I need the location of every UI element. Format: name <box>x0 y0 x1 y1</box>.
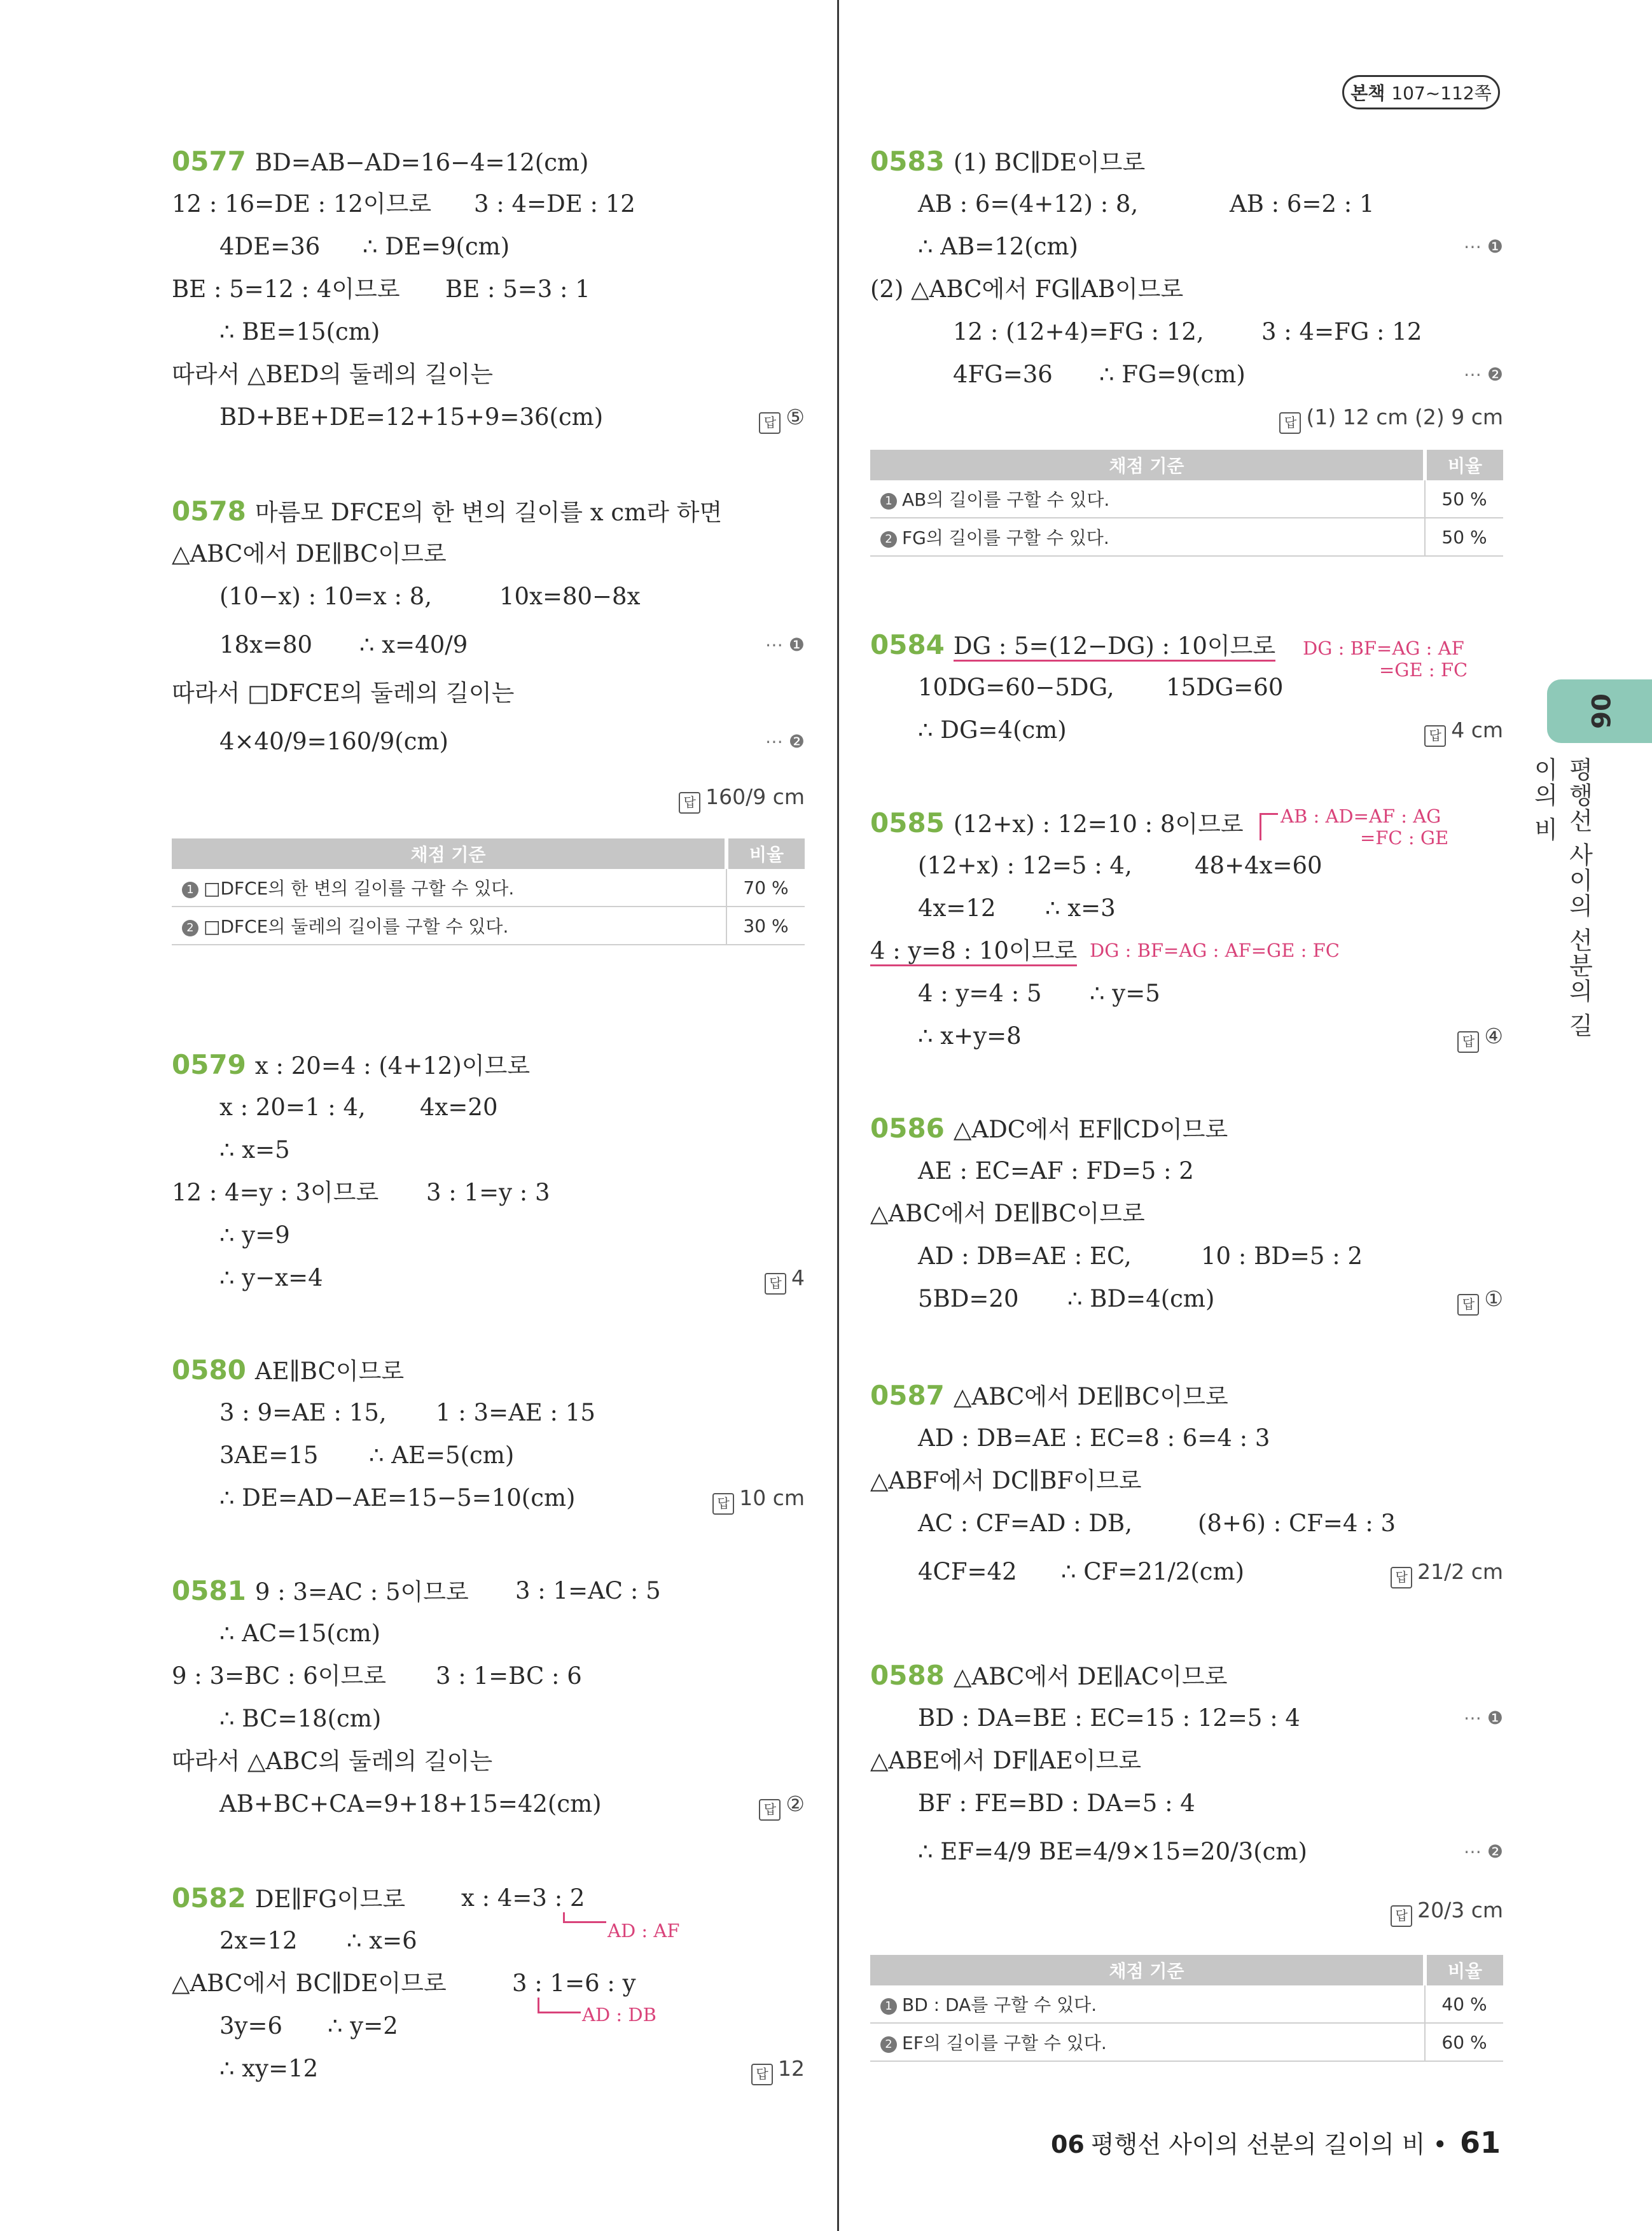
page-range: 107~112쪽 <box>1391 83 1492 104</box>
solution-line: 3 : 1=y : 3 <box>426 1179 550 1206</box>
problem-number: 0584 <box>870 629 945 660</box>
ratio-annotation: DG : BF=AG : AF=GE : FC <box>1090 940 1340 961</box>
scoring-rubric <box>870 1955 1503 2062</box>
solution-line: 3AE=15 <box>219 1442 319 1469</box>
scoring-rubric <box>870 450 1503 557</box>
solution-line: (12+x) : 12=5 : 4, <box>918 852 1132 879</box>
problem-0581 <box>172 1569 805 1825</box>
problem-number: 0579 <box>172 1049 246 1080</box>
rubric-ratio: 30 % <box>726 907 805 945</box>
solution-line: 4CF=42 <box>918 1558 1017 1585</box>
solution-line: ∴ BD=4(cm) <box>1067 1285 1215 1312</box>
rubric-ratio: 50 % <box>1425 480 1503 518</box>
solution-line: 12 : 4=y : 3이므로 <box>172 1179 379 1206</box>
step-marker: ⋯ ❶ <box>765 634 805 655</box>
solution-line: AD : DB=AE : EC=8 : 6=4 : 3 <box>918 1424 1270 1452</box>
solution-line: 따라서 △ABC의 둘레의 길이는 <box>172 1748 493 1775</box>
solution-line: x : 20=4 : (4+12)이므로 <box>254 1052 531 1080</box>
problem-0578 <box>172 490 805 945</box>
rubric-ratio-header: 비율 <box>1425 450 1503 480</box>
step-1-icon: 1 <box>880 493 897 510</box>
solution-line: ∴ AB=12(cm) <box>918 233 1078 260</box>
problem-number: 0578 <box>172 496 246 527</box>
problem-number: 0577 <box>172 146 246 177</box>
solution-line: ∴ x=6 <box>347 1927 417 1954</box>
answer-icon: 답 <box>1424 725 1446 747</box>
answer-icon: 답 <box>679 792 700 814</box>
answer-mark <box>765 1256 805 1299</box>
solution-line: 따라서 □DFCE의 둘레의 길이는 <box>172 679 515 707</box>
rubric-text: AB의 길이를 구할 수 있다. <box>902 489 1110 510</box>
problem-number: 0583 <box>870 146 945 177</box>
rubric-text: □DFCE의 한 변의 길이를 구할 수 있다. <box>204 878 515 899</box>
rubric-text: □DFCE의 둘레의 길이를 구할 수 있다. <box>204 916 509 937</box>
answer-icon: 답 <box>712 1493 734 1515</box>
answer-icon: 답 <box>1457 1294 1479 1316</box>
answer-value: (1) 12 cm (2) 9 cm <box>1306 405 1503 429</box>
problem-number: 0586 <box>870 1113 945 1144</box>
book-label: 본책 <box>1350 83 1385 104</box>
solution-line: △ADC에서 EF∥CD이므로 <box>953 1116 1228 1143</box>
solution-line: AC : CF=AD : DB, <box>918 1510 1132 1537</box>
answer-mark <box>759 1783 805 1825</box>
answer-mark <box>1279 396 1503 438</box>
solution-line: (1) BC∥DE이므로 <box>953 149 1146 176</box>
step-marker: ⋯ ❶ <box>1463 1707 1503 1728</box>
rubric-ratio-header: 비율 <box>1425 1955 1503 1985</box>
problem-0588 <box>870 1654 1503 2062</box>
column-divider <box>837 0 839 2231</box>
solution-line: BF : FE=BD : DA=5 : 4 <box>918 1790 1195 1817</box>
answer-icon: 답 <box>1457 1031 1479 1053</box>
answer-mark <box>1391 1545 1503 1599</box>
answer-mark <box>679 768 805 826</box>
solution-line: AD : DB=AE : EC, <box>918 1242 1132 1270</box>
solution-line: ∴ AE=5(cm) <box>369 1442 515 1469</box>
problem-0583 <box>870 140 1503 557</box>
rubric-text: EF의 길이를 구할 수 있다. <box>902 2033 1107 2054</box>
solution-line: ∴ DG=4(cm) <box>918 716 1067 744</box>
chapter-side-title: 평행선 사이의 선분의 길이의 비 <box>1530 757 1593 1039</box>
answer-mark <box>751 2047 805 2090</box>
solution-line: 3 : 1=AC : 5 <box>515 1577 661 1604</box>
solution-line: ∴ CF=21/2(cm) <box>1061 1558 1245 1585</box>
problem-0577 <box>172 140 805 438</box>
answer-mark <box>1457 1015 1503 1057</box>
solution-line: 4 : y=4 : 5 <box>918 980 1042 1007</box>
rubric-row <box>870 2023 1503 2061</box>
solution-line: BD=AB−AD=16−4=12(cm) <box>254 149 589 176</box>
solution-line: △ABC에서 DE∥BC이므로 <box>172 540 447 567</box>
solution-line: 마름모 DFCE의 한 변의 길이를 x cm라 하면 <box>254 499 723 526</box>
solution-line: ∴ BC=18(cm) <box>219 1705 382 1732</box>
page-footer: 06 평행선 사이의 선분의 길이의 비 • 61 <box>1050 2125 1501 2160</box>
problem-number: 0582 <box>172 1882 246 1914</box>
rubric-text: BD : DA를 구할 수 있다. <box>902 1994 1097 2015</box>
answer-value: 10 cm <box>739 1485 805 1510</box>
answer-value: 4 <box>791 1265 805 1290</box>
ratio-annotation: AD : DB <box>582 2004 656 2026</box>
solution-line: 18x=80 <box>219 631 313 658</box>
problem-0585 <box>870 802 1503 1057</box>
solution-line: ∴ y=9 <box>219 1221 290 1249</box>
rubric-row <box>172 869 805 907</box>
solution-line: (8+6) : CF=4 : 3 <box>1198 1510 1396 1537</box>
solution-line: AB : 6=(4+12) : 8, <box>918 190 1139 218</box>
solution-line: △ABC에서 DE∥BC이므로 <box>870 1200 1145 1227</box>
annotation-connector <box>1260 813 1278 840</box>
solution-line: (2) △ABC에서 FG∥AB이므로 <box>870 275 1184 303</box>
solution-line: 9 : 3=BC : 6이므로 <box>172 1662 387 1690</box>
page-range-badge <box>1342 75 1500 109</box>
rubric-ratio: 60 % <box>1425 2023 1503 2061</box>
solution-line: x : 20=1 : 4, <box>219 1094 366 1121</box>
solution-line: BD+BE+DE=12+15+9=36(cm) <box>219 403 604 431</box>
step-1-icon: 1 <box>182 882 198 898</box>
solution-line: 4 : y=8 : 10이므로 <box>870 937 1077 966</box>
step-marker: ⋯ ❷ <box>765 731 805 752</box>
answer-mark <box>1391 1879 1503 1942</box>
problem-number: 0581 <box>172 1575 246 1606</box>
problem-number: 0588 <box>870 1660 945 1691</box>
answer-value: 21/2 cm <box>1417 1559 1503 1584</box>
rubric-ratio: 70 % <box>726 869 805 907</box>
solution-line: 3y=6 <box>219 2012 282 2040</box>
problem-0580 <box>172 1349 805 1519</box>
solution-line: ∴ x=40/9 <box>359 631 468 658</box>
solution-line: BD : DA=BE : EC=15 : 12=5 : 4 <box>918 1704 1300 1732</box>
solution-line: ∴ x+y=8 <box>918 1022 1022 1050</box>
solution-line: DE∥FG이므로 <box>254 1886 406 1913</box>
solution-line: ∴ y=2 <box>328 2012 398 2040</box>
solution-line: ∴ FG=9(cm) <box>1099 361 1246 388</box>
answer-value: ① <box>1484 1286 1503 1311</box>
solution-line: 3 : 4=DE : 12 <box>474 190 635 218</box>
rubric-header: 채점 기준 <box>172 838 726 869</box>
solution-line: 4x=12 <box>918 894 996 922</box>
solution-line: 12 : 16=DE : 12이므로 <box>172 190 432 218</box>
problem-0579 <box>172 1043 805 1299</box>
chapter-tab <box>1547 679 1652 743</box>
rubric-header: 채점 기준 <box>870 1955 1425 1985</box>
solution-line: △ABE에서 DF∥AE이므로 <box>870 1747 1142 1774</box>
solution-line: ∴ DE=9(cm) <box>363 233 510 260</box>
rubric-row <box>870 518 1503 556</box>
answer-value: ② <box>786 1791 805 1816</box>
solution-line: AB : 6=2 : 1 <box>1230 190 1375 218</box>
answer-value: 160/9 cm <box>705 784 805 809</box>
footer-chapter-title: 평행선 사이의 선분의 길이의 비 <box>1090 2130 1426 2158</box>
answer-value: ⑤ <box>786 405 805 429</box>
step-marker: ⋯ ❶ <box>1463 236 1503 257</box>
solution-line: DG : 5=(12−DG) : 10이므로 <box>954 632 1275 662</box>
solution-line: 1 : 3=AE : 15 <box>436 1399 595 1426</box>
answer-icon: 답 <box>751 2064 773 2085</box>
answer-value: 20/3 cm <box>1417 1898 1503 1922</box>
solution-line: ∴ AC=15(cm) <box>219 1620 381 1647</box>
ratio-annotation: AD : AF <box>607 1920 680 1942</box>
answer-value: 12 <box>778 2056 805 2081</box>
solution-line: 9 : 3=AC : 5이므로 <box>254 1578 469 1606</box>
step-2-icon: 2 <box>880 531 897 548</box>
step-marker: ⋯ ❷ <box>1463 1841 1503 1862</box>
step-2-icon: 2 <box>880 2036 897 2053</box>
solution-line: AE : EC=AF : FD=5 : 2 <box>918 1157 1194 1185</box>
rubric-ratio: 40 % <box>1425 1985 1503 2023</box>
solution-line: AB+BC+CA=9+18+15=42(cm) <box>219 1790 602 1817</box>
solution-line: ∴ x=5 <box>219 1136 290 1164</box>
answer-icon: 답 <box>759 412 781 434</box>
answer-mark <box>759 396 805 438</box>
problem-number: 0585 <box>870 807 945 838</box>
solution-line: 따라서 △BED의 둘레의 길이는 <box>172 361 494 388</box>
solution-line: 48+4x=60 <box>1195 852 1322 879</box>
solution-line: 4DE=36 <box>219 233 321 260</box>
answer-icon: 답 <box>1391 1905 1412 1927</box>
solution-line: △ABC에서 BC∥DE이므로 <box>172 1970 447 1997</box>
scoring-rubric <box>172 838 805 945</box>
solution-line: 4×40/9=160/9(cm) <box>219 728 448 755</box>
step-1-icon: 1 <box>880 1998 897 2015</box>
solution-line: 10x=80−8x <box>499 583 641 610</box>
solution-line: AE∥BC이므로 <box>254 1358 405 1385</box>
solution-line: 5BD=20 <box>918 1285 1019 1312</box>
problem-number: 0587 <box>870 1380 945 1411</box>
rubric-ratio: 50 % <box>1425 518 1503 556</box>
solution-line: △ABC에서 DE∥BC이므로 <box>953 1383 1228 1410</box>
solution-line: △ABC에서 DE∥AC이므로 <box>953 1663 1228 1690</box>
solution-line: (10−x) : 10=x : 8, <box>219 583 433 610</box>
problem-0584 <box>870 623 1503 751</box>
answer-icon: 답 <box>759 1799 781 1821</box>
problem-0586 <box>870 1107 1503 1320</box>
solution-line: 2x=12 <box>219 1927 298 1954</box>
solution-line: 15DG=60 <box>1166 674 1284 701</box>
ratio-annotation: AB : AD=AF : AG <box>1281 805 1441 827</box>
problem-0587 <box>870 1374 1503 1599</box>
problem-0582 <box>172 1877 805 2090</box>
answer-mark <box>1424 709 1503 751</box>
rubric-row <box>870 480 1503 518</box>
footer-chapter-number: 06 <box>1050 2130 1085 2158</box>
solution-line: 12 : (12+4)=FG : 12, <box>953 318 1204 345</box>
solution-line: ∴ x=3 <box>1045 894 1116 922</box>
rubric-row <box>870 1985 1503 2023</box>
solution-line: ∴ DE=AD−AE=15−5=10(cm) <box>219 1484 576 1512</box>
solution-line: 4FG=36 <box>953 361 1053 388</box>
chapter-tab-number: 06 <box>1585 693 1614 729</box>
solution-line: ∴ EF=4/9 BE=4/9×15=20/3(cm) <box>918 1838 1307 1865</box>
solution-line: (12+x) : 12=10 : 8이므로 <box>953 810 1244 838</box>
ratio-annotation: =GE : FC <box>1379 659 1468 681</box>
solution-line: x : 4=3 : 2 <box>461 1884 585 1912</box>
solution-line: 10 : BD=5 : 2 <box>1201 1242 1363 1270</box>
solution-line: ∴ y=5 <box>1090 980 1160 1007</box>
answer-value: 4 cm <box>1451 718 1503 742</box>
answer-icon: 답 <box>1279 412 1301 434</box>
rubric-row <box>172 907 805 945</box>
solution-line: ∴ y−x=4 <box>219 1264 323 1291</box>
page-number: 61 <box>1459 2125 1501 2160</box>
solution-line: 10DG=60−5DG, <box>918 674 1114 701</box>
solution-line: BE : 5=3 : 1 <box>445 275 590 303</box>
solution-line: 4x=20 <box>420 1094 498 1121</box>
problem-number: 0580 <box>172 1354 246 1386</box>
answer-icon: 답 <box>1391 1567 1412 1588</box>
answer-value: ④ <box>1484 1024 1503 1048</box>
rubric-text: FG의 길이를 구할 수 있다. <box>902 527 1109 548</box>
ratio-annotation: DG : BF=AG : AF <box>1303 637 1464 659</box>
step-2-icon: 2 <box>182 920 198 936</box>
solution-line: 3 : 1=6 : y <box>512 1970 636 1997</box>
rubric-header: 채점 기준 <box>870 450 1425 480</box>
solution-line: ∴ BE=15(cm) <box>219 318 380 345</box>
ratio-annotation: =FC : GE <box>1360 827 1449 849</box>
solution-line: 3 : 4=FG : 12 <box>1261 318 1422 345</box>
answer-mark <box>712 1477 805 1519</box>
solution-line: △ABF에서 DC∥BF이므로 <box>870 1467 1142 1494</box>
solution-line: 3 : 9=AE : 15, <box>219 1399 387 1426</box>
solution-line: 3 : 1=BC : 6 <box>436 1662 582 1690</box>
step-marker: ⋯ ❷ <box>1463 364 1503 385</box>
answer-mark <box>1457 1277 1503 1320</box>
rubric-ratio-header: 비율 <box>726 838 805 869</box>
answer-icon: 답 <box>765 1273 786 1295</box>
solution-line: BE : 5=12 : 4이므로 <box>172 275 400 303</box>
solution-line: ∴ xy=12 <box>219 2055 319 2082</box>
